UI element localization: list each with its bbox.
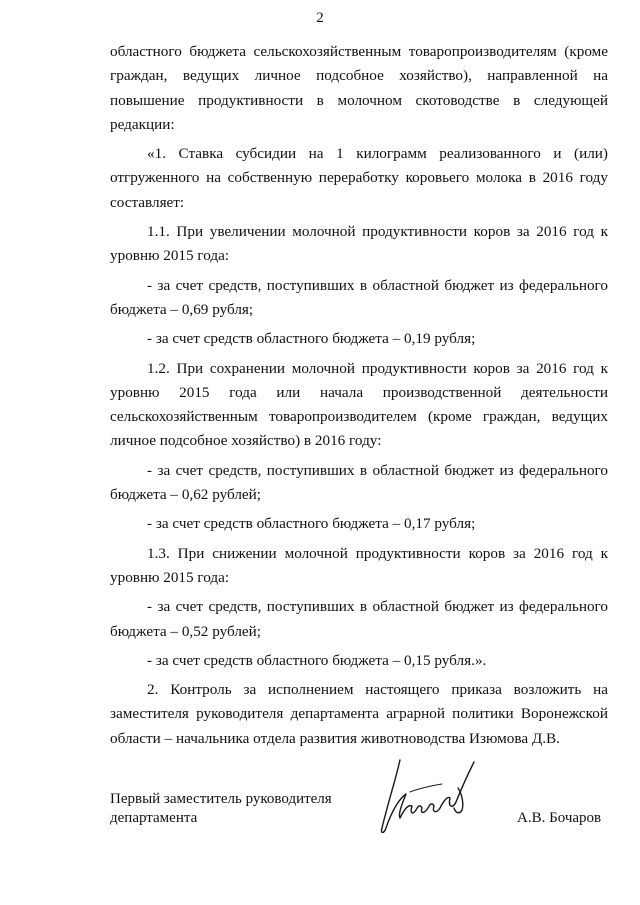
paragraph-1-2-federal: - за счет средств, поступивших в областной бюджет из федерального бюджета – 0,62 рублей; bbox=[110, 461, 608, 504]
paragraph-subsidy-rate: «1. Ставка субсидии на 1 килограмм реализованного и (или) отгруженного на собственную переработку коровьего молока в 2016 году составляет: bbox=[110, 145, 608, 211]
paragraph-intro: областного бюджета сельскохозяйственным товаропроизводителям (кроме граждан, ведущих личное подсобное хозяйство), направленной на повышение продуктивности в молочном скотоводстве в следующей редакции: bbox=[110, 43, 608, 133]
signer-title-line-2: департамента bbox=[110, 810, 198, 826]
paragraph-item-1-3: 1.3. При снижении молочной продуктивности коров за 2016 год к уровню 2015 года: bbox=[110, 544, 608, 586]
paragraph-item-1-2: 1.2. При сохранении молочной продуктивности коров за 2016 год к уровню 2015 года или начала производственной деятельности сельскохозяйственным товаропроизводителем (кроме граждан, ведущих личное подсобное хозяйство) в 2016 году: bbox=[110, 359, 608, 450]
paragraph-1-3-regional: - за счет средств областного бюджета – 0,15 рубля.». bbox=[147, 651, 487, 669]
paragraph-1-2-regional: - за счет средств областного бюджета – 0,17 рубля; bbox=[147, 515, 476, 533]
signer-title bbox=[110, 790, 332, 828]
page-number: 2 bbox=[316, 10, 324, 26]
handwritten-signature bbox=[370, 748, 485, 843]
document-body bbox=[110, 40, 608, 751]
paragraph-item-2: 2. Контроль за исполнением настоящего приказа возложить на заместителя руководителя департамента аграрной политики Воронежской области – начальника отдела развития животноводства Изюмова Д.В. bbox=[110, 681, 608, 747]
paragraph-1-3-federal: - за счет средств, поступивших в областной бюджет из федерального бюджета – 0,52 рублей; bbox=[110, 598, 608, 640]
signer-title-line-1: Первый заместитель руководителя bbox=[110, 791, 332, 807]
signer-name: А.В. Бочаров bbox=[517, 810, 602, 826]
paragraph-1-1-regional: - за счет средств областного бюджета – 0,19 рубля; bbox=[147, 330, 476, 348]
paragraph-item-1-1: 1.1. При увеличении молочной продуктивности коров за 2016 год к уровню 2015 года: bbox=[110, 223, 608, 265]
paragraph-1-1-federal: - за счет средств, поступивших в областной бюджет из федерального бюджета – 0,69 рубля; bbox=[110, 276, 608, 318]
